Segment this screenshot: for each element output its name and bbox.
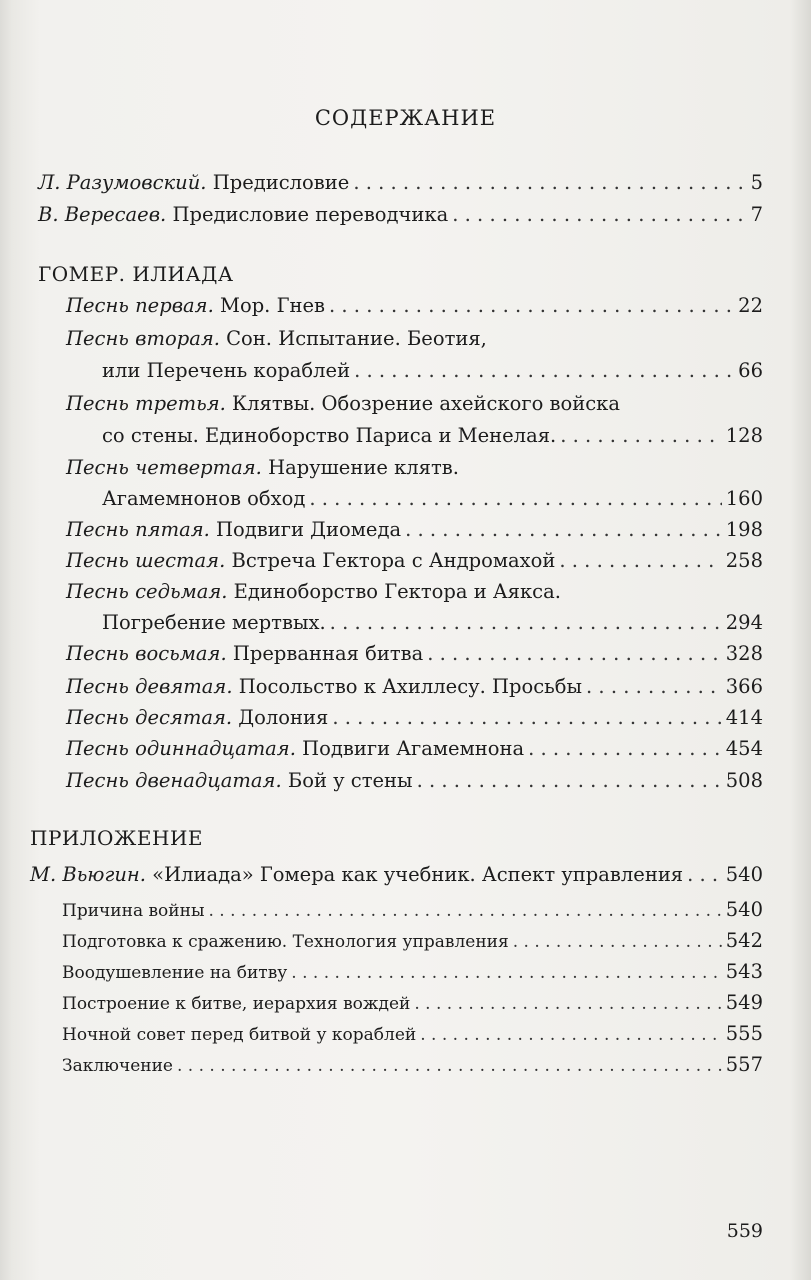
song-title: Клятвы. Обозрение ахейского войска (225, 392, 620, 415)
leader-dots (309, 485, 721, 513)
leader-dots (405, 516, 722, 544)
song-name: Песнь десятая. (66, 706, 233, 729)
leader-dots (417, 767, 722, 795)
subentry-title: Причина войны (62, 901, 205, 921)
leader-dots (687, 861, 722, 889)
entry-page: 66 (738, 359, 763, 382)
entry-page: 540 (725, 898, 763, 921)
song-title: Прерванная битва (226, 642, 424, 665)
song-title: Бой у стены (281, 769, 413, 792)
subentry-title: Заключение (62, 1056, 173, 1076)
entry-page: 198 (725, 518, 763, 541)
leader-dots (330, 609, 722, 637)
leader-dots (528, 735, 722, 763)
toc-entry-song-2-line2[interactable] (102, 357, 763, 385)
song-title-cont: Погребение мертвых. (102, 611, 326, 634)
entry-page: 328 (725, 642, 763, 665)
entry-page: 160 (725, 487, 763, 510)
toc-subentry-4[interactable] (62, 989, 763, 1018)
toc-entry-song-2-line1[interactable] (66, 325, 487, 353)
section-heading-appendix: ПРИЛОЖЕНИЕ (30, 826, 203, 850)
song-title: Встреча Гектора с Андромахой (225, 549, 556, 572)
song-name: Песнь девятая. (66, 675, 233, 698)
subentry-title: Ночной совет перед битвой у кораблей (62, 1025, 417, 1045)
leader-dots (559, 547, 721, 575)
entry-page: 128 (725, 424, 763, 447)
entry-title: Предисловие (206, 171, 350, 194)
toc-subentry-1[interactable] (62, 896, 763, 925)
leader-dots (177, 1052, 722, 1080)
page-number: 559 (726, 1220, 763, 1242)
entry-author: М. Вьюгин. (30, 863, 146, 886)
entry-page: 7 (750, 203, 763, 226)
toc-entry-preface[interactable] (38, 169, 763, 197)
entry-page: 549 (725, 991, 763, 1014)
song-title: Сон. Испытание. Беотия, (219, 327, 487, 350)
leader-dots (414, 990, 721, 1018)
toc-entry-song-4-line2[interactable] (102, 485, 763, 513)
song-name: Песнь седьмая. (66, 580, 228, 603)
song-title: Единоборство Гектора и Аякса. (227, 580, 561, 603)
toc-entry-translator-preface[interactable] (38, 201, 763, 229)
toc-entry-song-1[interactable] (66, 292, 763, 320)
entry-page: 294 (725, 611, 763, 634)
section-heading-iliad: ГОМЕР. ИЛИАДА (38, 262, 234, 286)
entry-author: Л. Разумовский. (38, 171, 207, 194)
toc-subentry-3[interactable] (62, 958, 763, 987)
entry-page: 414 (725, 706, 763, 729)
toc-subentry-2[interactable] (62, 927, 763, 956)
entry-title: Предисловие переводчика (166, 203, 449, 226)
song-title: Нарушение клятв. (261, 456, 459, 479)
toc-entry-song-8[interactable] (66, 640, 763, 668)
entry-page: 366 (725, 675, 763, 698)
song-title: Мор. Гнев (213, 294, 326, 317)
toc-entry-appendix-main[interactable] (30, 861, 763, 889)
entry-page: 555 (725, 1022, 763, 1045)
leader-dots (291, 959, 721, 987)
toc-entry-song-10[interactable] (66, 704, 763, 732)
toc-entry-song-3-line2[interactable] (102, 422, 763, 450)
song-name: Песнь шестая. (66, 549, 226, 572)
entry-page: 542 (725, 929, 763, 952)
toc-entry-song-3-line1[interactable] (66, 390, 620, 418)
song-name: Песнь восьмая. (66, 642, 227, 665)
leader-dots (332, 704, 721, 732)
subentry-title: Построение к битве, иерархия вождей (62, 994, 411, 1014)
subentry-title: Подготовка к сражению. Технология управления (62, 932, 509, 952)
song-title-cont: Агамемнонов обход (102, 487, 306, 510)
leader-dots (208, 897, 721, 925)
toc-entry-song-5[interactable] (66, 516, 763, 544)
song-name: Песнь одиннадцатая. (66, 737, 296, 760)
entry-page: 508 (725, 769, 763, 792)
entry-page: 5 (750, 171, 763, 194)
song-title: Подвиги Диомеда (209, 518, 402, 541)
toc-entry-song-7-line1[interactable] (66, 578, 561, 606)
toc-entry-song-6[interactable] (66, 547, 763, 575)
toc-entry-song-9[interactable] (66, 673, 763, 701)
toc-entry-song-7-line2[interactable] (102, 609, 763, 637)
song-title: Подвиги Агамемнона (295, 737, 525, 760)
toc-subentry-5[interactable] (62, 1020, 763, 1049)
leader-dots (560, 422, 722, 450)
toc-subentry-6[interactable] (62, 1051, 763, 1080)
song-name: Песнь двенадцатая. (66, 769, 282, 792)
entry-page: 454 (725, 737, 763, 760)
song-name: Песнь первая. (66, 294, 214, 317)
song-title-cont: со стены. Единоборство Париса и Менелая. (102, 424, 557, 447)
song-title: Посольство к Ахиллесу. Просьбы (232, 675, 583, 698)
song-title-cont: или Перечень кораблей (102, 359, 351, 382)
entry-page: 557 (725, 1053, 763, 1076)
entry-author: В. Вересаев. (38, 203, 167, 226)
subentry-title: Воодушевление на битву (62, 963, 288, 983)
leader-dots (354, 357, 734, 385)
song-title: Долония (232, 706, 329, 729)
leader-dots (420, 1021, 722, 1049)
song-name: Песнь третья. (66, 392, 226, 415)
page-title: СОДЕРЖАНИЕ (314, 106, 497, 130)
entry-title: «Илиада» Гомера как учебник. Аспект управления (145, 863, 684, 886)
entry-page: 258 (725, 549, 763, 572)
entry-page: 22 (738, 294, 763, 317)
toc-entry-song-12[interactable] (66, 767, 763, 795)
leader-dots (427, 640, 722, 668)
song-name: Песнь пятая. (66, 518, 210, 541)
leader-dots (586, 673, 722, 701)
leader-dots (329, 292, 734, 320)
entry-page: 543 (725, 960, 763, 983)
entry-page: 540 (725, 863, 763, 886)
leader-dots (513, 928, 722, 956)
leader-dots (353, 169, 746, 197)
song-name: Песнь вторая. (66, 327, 220, 350)
leader-dots (452, 201, 746, 229)
song-name: Песнь четвертая. (66, 456, 262, 479)
toc-entry-song-4-line1[interactable] (66, 454, 459, 482)
toc-entry-song-11[interactable] (66, 735, 763, 763)
